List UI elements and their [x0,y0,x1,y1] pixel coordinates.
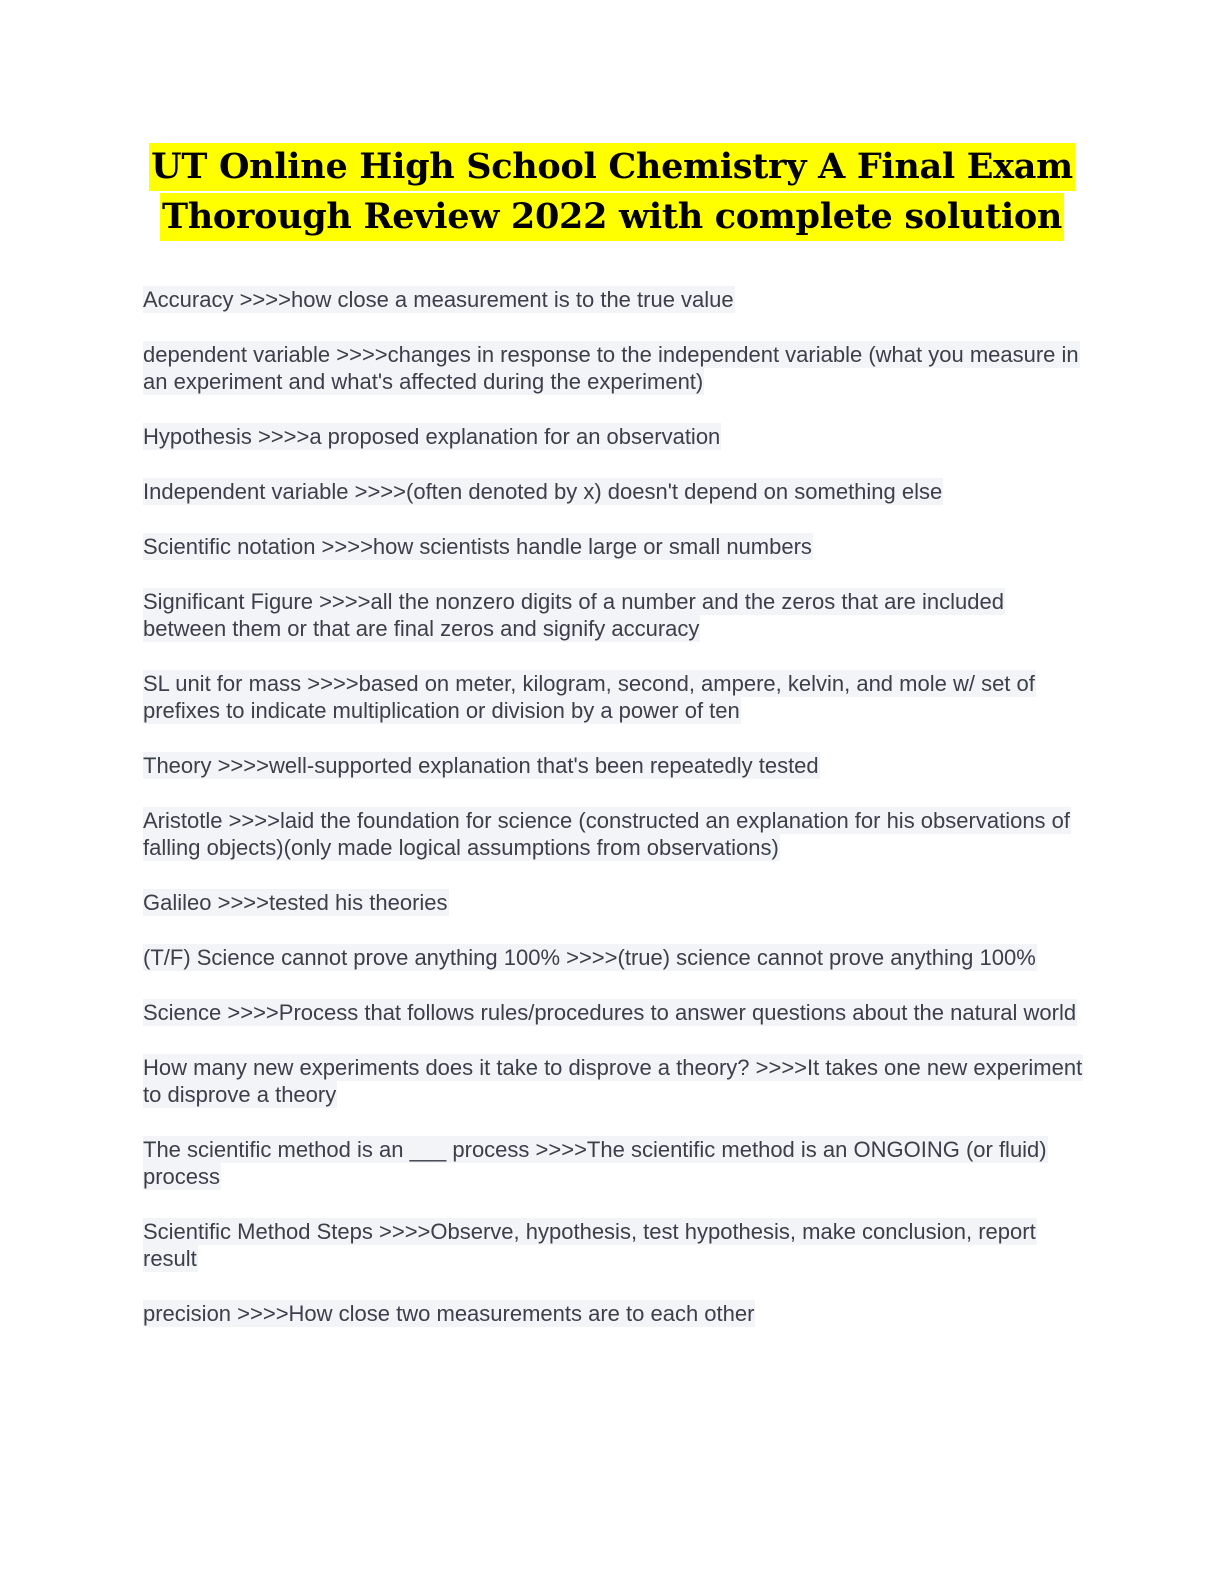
qa-entry: Significant Figure >>>>all the nonzero digits of a number and the zeros that are included between them or that are final zeros and signify accuracy [143,589,1004,641]
qa-entry: SL unit for mass >>>>based on meter, kilogram, second, ampere, kelvin, and mole w/ set of prefixes to indicate multiplication or division by a power of ten [143,671,1035,723]
qa-entry: Science >>>>Process that follows rules/procedures to answer questions about the natural world [143,1000,1077,1025]
qa-entry: Theory >>>>well-supported explanation that's been repeatedly tested [143,753,819,778]
qa-entry: Scientific Method Steps >>>>Observe, hypothesis, test hypothesis, make conclusion, report result [143,1219,1036,1271]
qa-entries [143,286,1083,1355]
qa-entry: Accuracy >>>>how close a measurement is to the true value [143,287,734,312]
qa-entry: Galileo >>>>tested his theories [143,890,448,915]
qa-entry: Independent variable >>>>(often denoted by x) doesn't depend on something else [143,479,943,504]
document-title [0,143,1224,243]
qa-entry: Scientific notation >>>>how scientists handle large or small numbers [143,534,812,559]
qa-entry: (T/F) Science cannot prove anything 100% >>>>(true) science cannot prove anything 100% [143,945,1036,970]
title-line-2: Thorough Review 2022 with complete solution [160,193,1064,241]
qa-entry: dependent variable >>>>changes in response to the independent variable (what you measure in an experiment and what's affected during the experiment) [143,342,1079,394]
qa-entry: Hypothesis >>>>a proposed explanation for an observation [143,424,721,449]
qa-entry: How many new experiments does it take to disprove a theory? >>>>It takes one new experiment to disprove a theory [143,1055,1083,1107]
qa-entry: The scientific method is an ___ process >>>>The scientific method is an ONGOING (or fluid) process [143,1137,1047,1189]
qa-entry: Aristotle >>>>laid the foundation for science (constructed an explanation for his observations of falling objects)(only made logical assumptions from observations) [143,808,1071,860]
qa-entry: precision >>>>How close two measurements are to each other [143,1301,755,1326]
title-line-1: UT Online High School Chemistry A Final Exam [149,143,1075,191]
